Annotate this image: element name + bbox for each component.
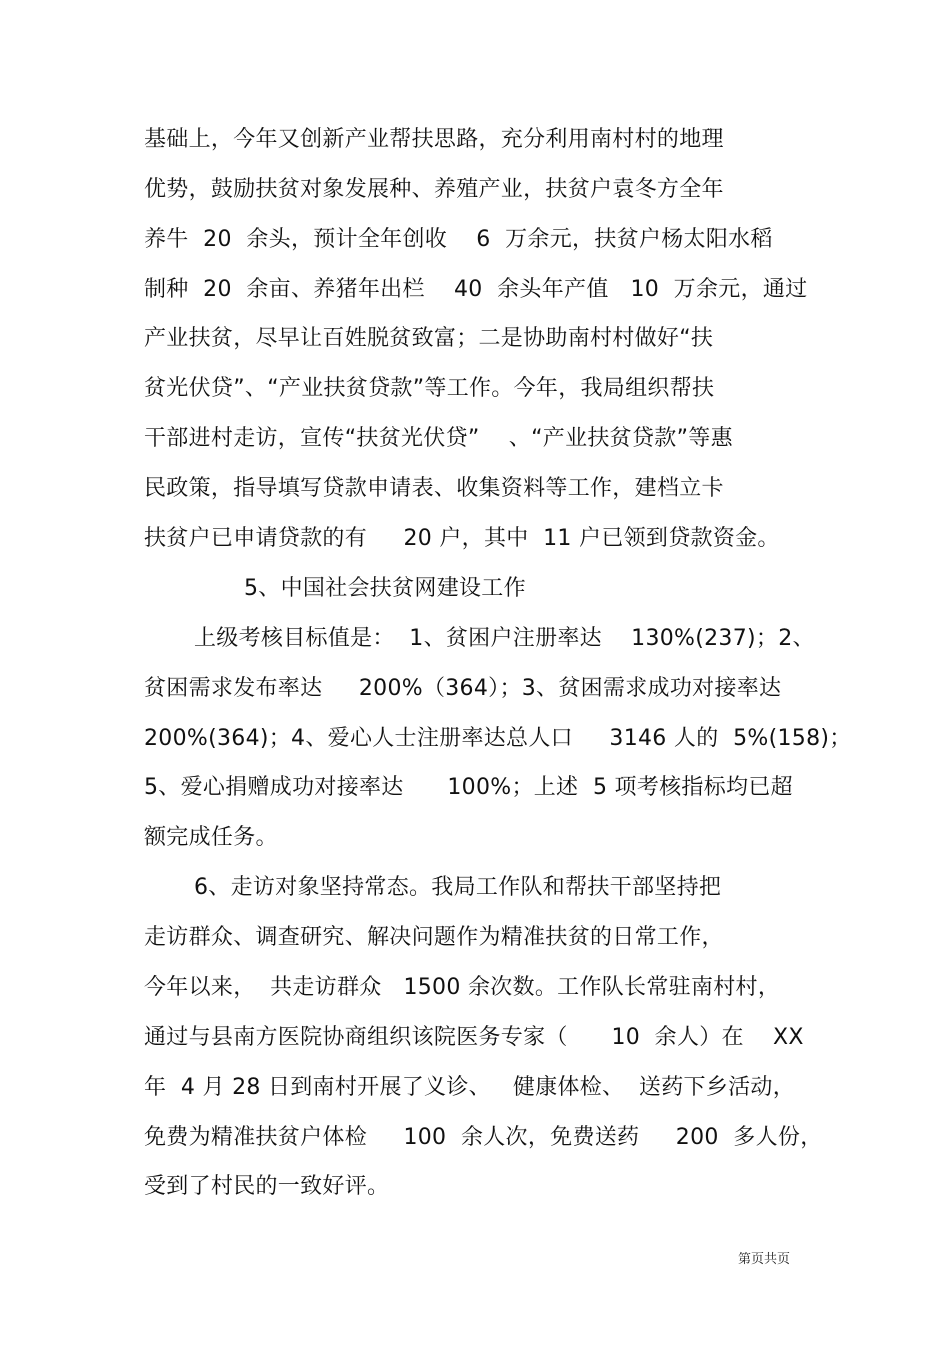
paragraph-line: 扶贫户已申请贷款的有 20 户，其中 11 户已领到贷款资金。 (144, 526, 780, 551)
paragraph-line: 优势，鼓励扶贫对象发展种、养殖产业，扶贫户袁冬方全年 (144, 177, 724, 202)
paragraph-line: 走访群众、调查研究、解决问题作为精准扶贫的日常工作， (144, 925, 724, 950)
paragraph-line: 贫困需求发布率达 200%（364）；3、贫困需求成功对接率达 (144, 676, 782, 701)
paragraph-line: 受到了村民的一致好评。 (144, 1174, 390, 1199)
section-heading: 5、中国社会扶贫网建设工作 (244, 576, 526, 601)
paragraph-line: 贫光伏贷”、“产业扶贫贷款”等工作。今年，我局组织帮扶 (144, 376, 715, 401)
paragraph-line: 今年以来， 共走访群众 1500 余次数。工作队长常驻南村村， (144, 975, 781, 1000)
paragraph-line: 民政策，指导填写贷款申请表、收集资料等工作，建档立卡 (144, 476, 724, 501)
paragraph-line: 产业扶贫，尽早让百姓脱贫致富；二是协助南村村做好“扶 (144, 326, 714, 351)
paragraph-line: 额完成任务。 (144, 825, 278, 850)
paragraph-line: 6、走访对象坚持常态。我局工作队和帮扶干部坚持把 (194, 875, 722, 900)
paragraph-line: 养牛 20 余头，预计全年创收 6 万余元，扶贫户杨太阳水稻 (144, 227, 773, 252)
paragraph-line: 基础上，今年又创新产业帮扶思路，充分利用南村村的地理 (144, 127, 724, 152)
paragraph-line: 通过与县南方医院协商组织该院医务专家（ 10 余人）在 XX (144, 1025, 804, 1050)
paragraph-line: 年 4 月 28 日到南村开展了义诊、 健康体检、 送药下乡活动， (144, 1075, 796, 1100)
paragraph-line: 免费为精准扶贫户体检 100 余人次，免费送药 200 多人份， (144, 1125, 823, 1150)
paragraph-line: 200%(364)；4、爱心人士注册率达总人口 3146 人的 5%(158)； (144, 726, 852, 751)
paragraph-line: 5、爱心捐赠成功对接率达 100%；上述 5 项考核指标均已超 (144, 775, 793, 800)
paragraph-line: 上级考核目标值是： 1、贫困户注册率达 130%(237)；2、 (194, 626, 815, 651)
page-footer: 第页共页 (738, 1252, 791, 1267)
paragraph-line: 干部进村走访，宣传“扶贫光伏贷” 、“产业扶贫贷款”等惠 (144, 426, 733, 451)
paragraph-line: 制种 20 余亩、养猪年出栏 40 余头年产值 10 万余元，通过 (144, 277, 808, 302)
